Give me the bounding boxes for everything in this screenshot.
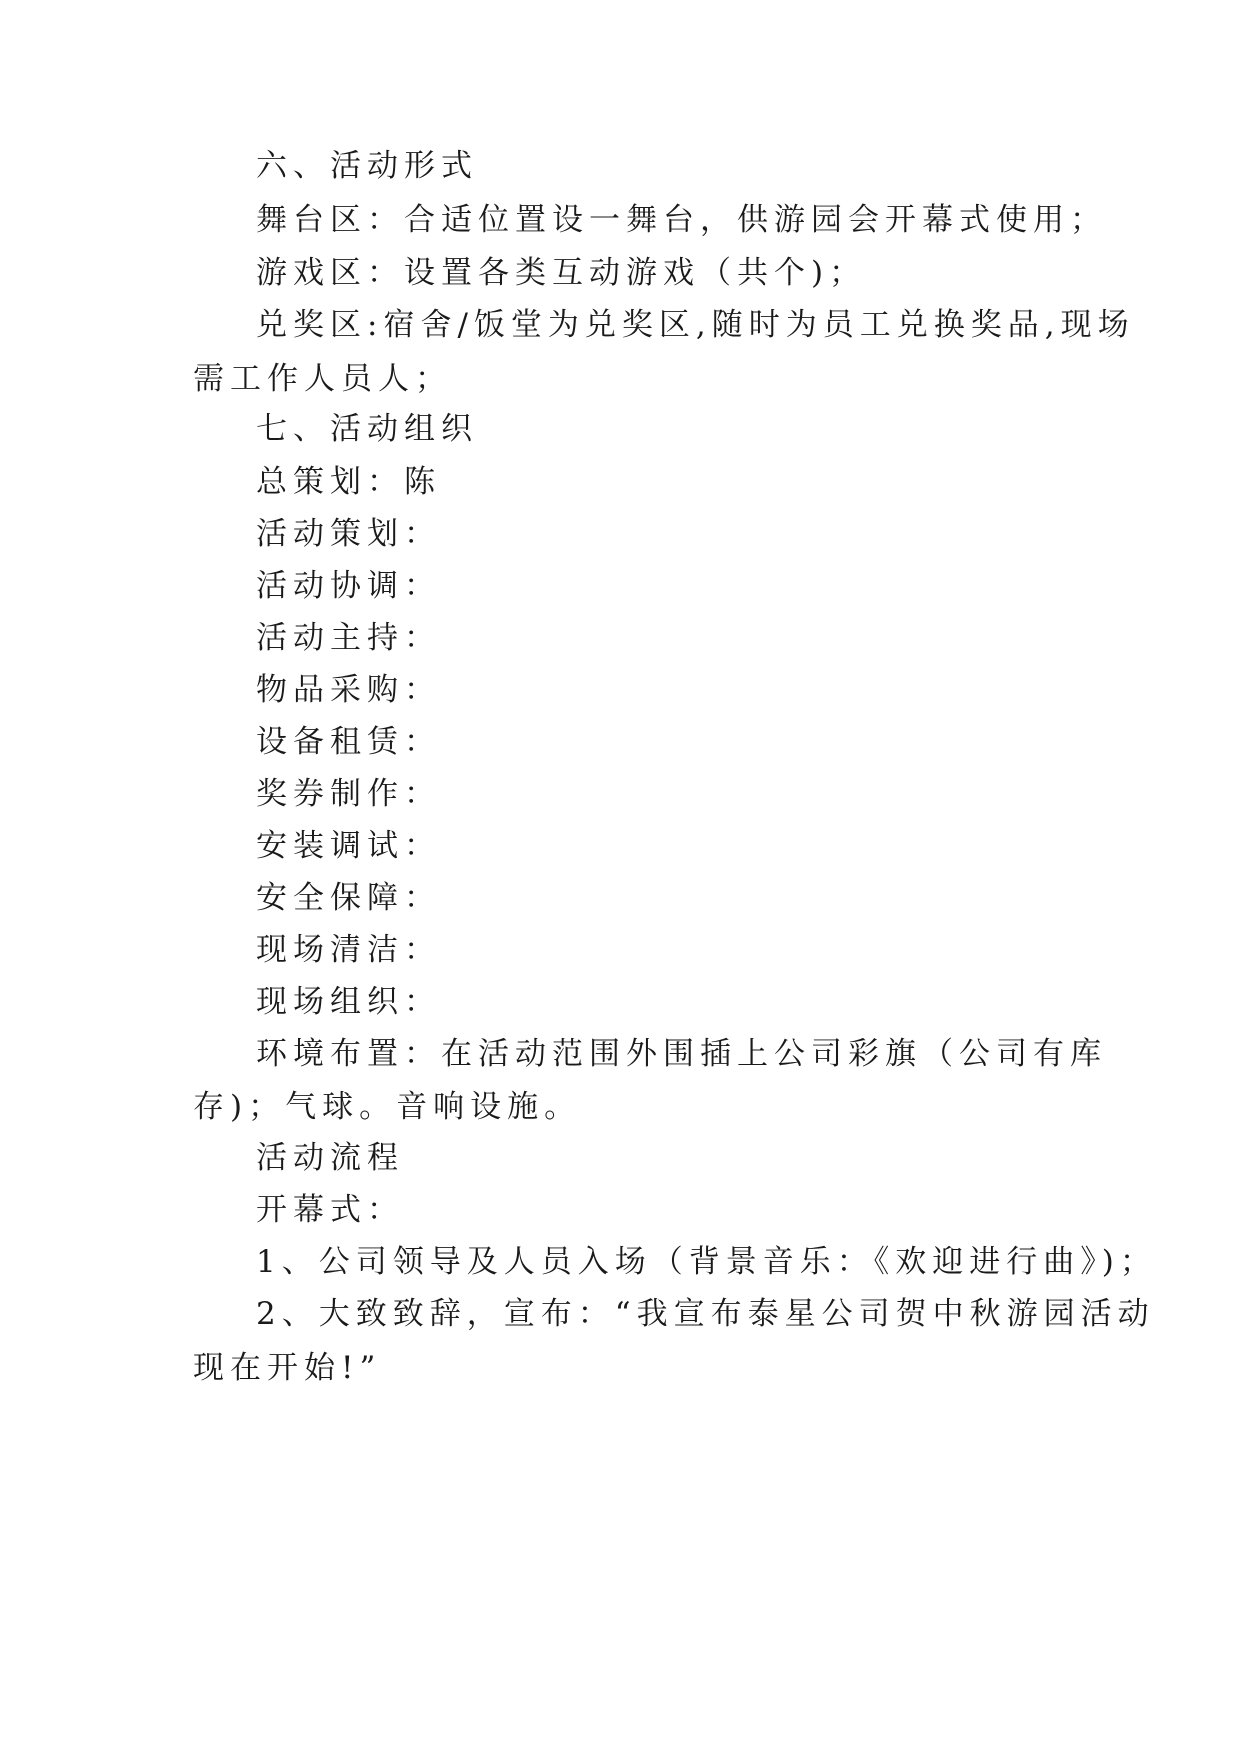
paragraph-line: 活动协调：: [256, 568, 441, 604]
paragraph-line: 安全保障：: [256, 880, 441, 916]
paragraph: [0, 973, 1241, 1031]
paragraph: [0, 869, 1241, 927]
paragraph: [0, 1181, 1241, 1239]
paragraph: [0, 1285, 1241, 1397]
paragraph-line: 六、活动形式: [256, 148, 478, 184]
paragraph: [0, 817, 1241, 875]
paragraph-line: 舞台区：合适位置设一舞台，供游园会开幕式使用；: [256, 202, 1107, 238]
paragraph: [0, 765, 1241, 823]
paragraph-line: 安装调试：: [256, 828, 441, 864]
paragraph: [0, 400, 1241, 458]
paragraph-line: 环境布置：在活动范围外围插上公司彩旗（公司有库: [256, 1036, 1107, 1072]
paragraph: [0, 1129, 1241, 1187]
paragraph: [0, 921, 1241, 979]
paragraph: [0, 557, 1241, 615]
paragraph-line: 现场清洁：: [256, 932, 441, 968]
paragraph: [0, 1233, 1241, 1291]
paragraph: [0, 713, 1241, 771]
paragraph-line: 活动主持：: [256, 620, 441, 656]
paragraph-line: 奖券制作：: [256, 776, 441, 812]
paragraph-line: 总策划：陈: [256, 464, 441, 500]
paragraph-line: 现场组织：: [256, 984, 441, 1020]
paragraph: [0, 191, 1241, 249]
paragraph-line: 活动策划：: [256, 516, 441, 552]
paragraph-line: 现在开始!”: [193, 1350, 382, 1386]
paragraph-line: 1、公司领导及人员入场（背景音乐：《欢迎进行曲》)；: [256, 1244, 1157, 1280]
paragraph: [0, 137, 1241, 195]
paragraph-line: 游戏区：设置各类互动游戏（共个)；: [256, 255, 867, 291]
paragraph-line: 活动流程: [256, 1140, 404, 1176]
paragraph-line: 兑奖区:宿舍/饭堂为兑奖区,随时为员工兑换奖品,现场: [256, 307, 1135, 343]
paragraph-line: 设备租赁：: [256, 724, 441, 760]
paragraph-line: 物品采购：: [256, 672, 441, 708]
paragraph-line: 需工作人员人；: [193, 361, 452, 397]
paragraph: [0, 661, 1241, 719]
paragraph: [0, 1025, 1241, 1136]
paragraph: [0, 505, 1241, 563]
paragraph-line: 开幕式：: [256, 1192, 404, 1228]
paragraph-line: 存)；气球。音响设施。: [193, 1089, 582, 1125]
paragraph: [0, 453, 1241, 511]
paragraph: [0, 609, 1241, 667]
paragraph-line: 2、大致致辞，宣布：“我宣布泰星公司贺中秋游园活动: [256, 1296, 1155, 1332]
paragraph: [0, 296, 1241, 408]
paragraph: [0, 244, 1241, 302]
paragraph-line: 七、活动组织: [256, 411, 478, 447]
